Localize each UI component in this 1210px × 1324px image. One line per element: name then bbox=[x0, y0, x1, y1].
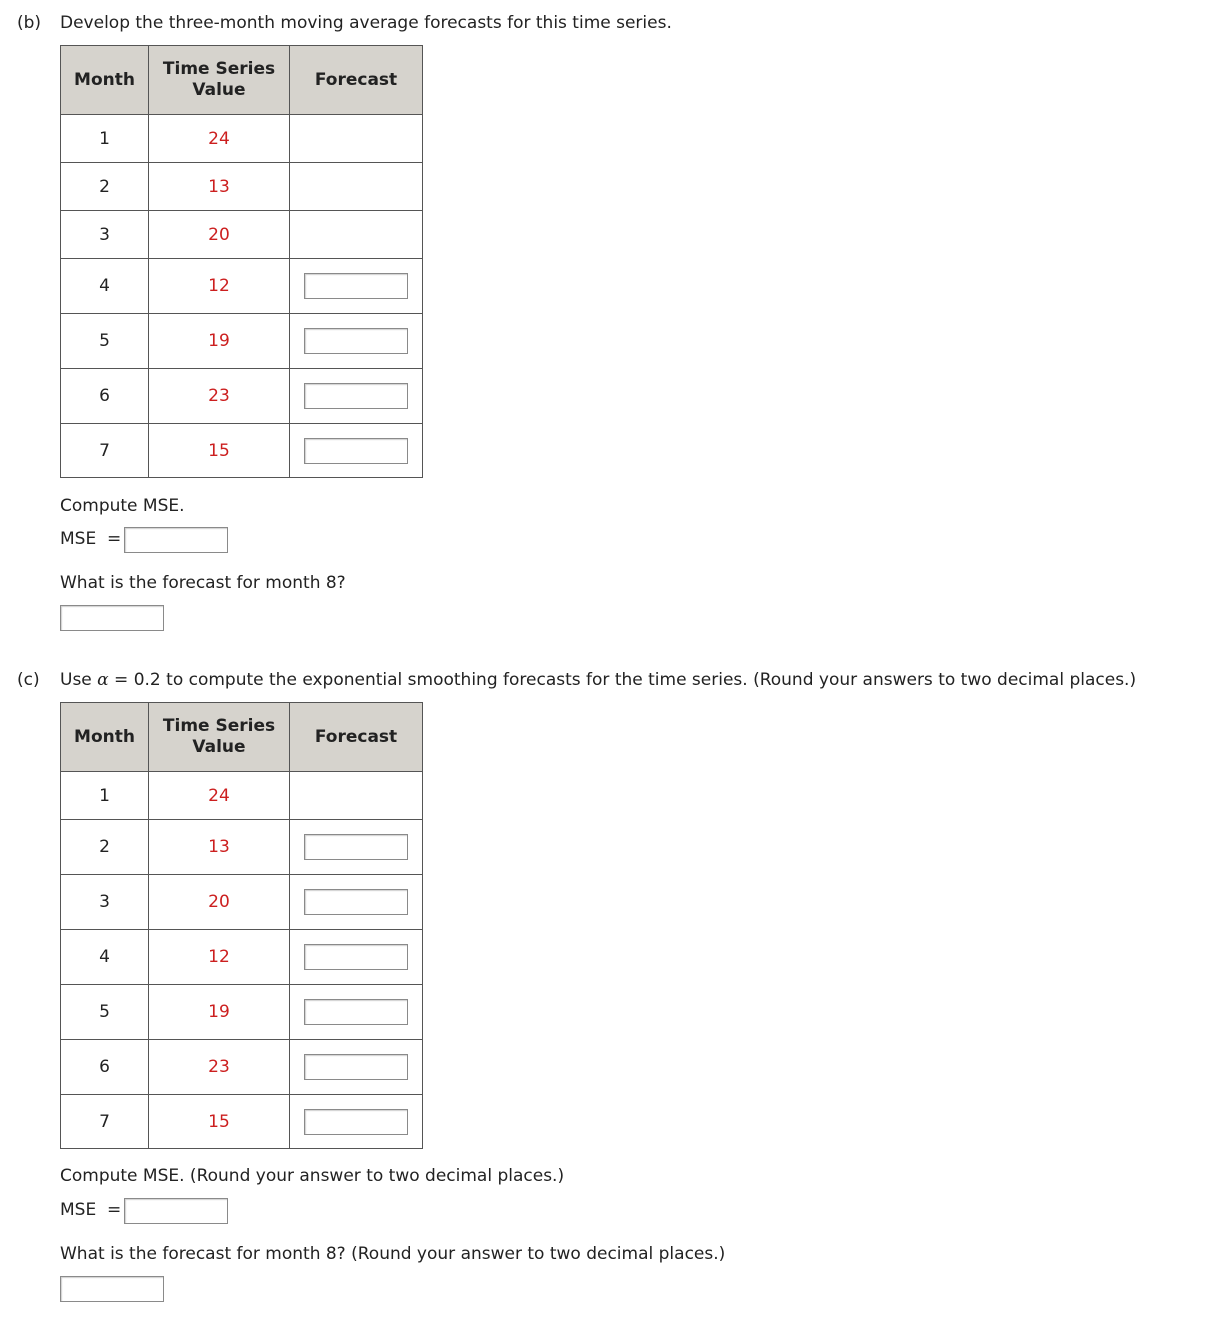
forecast-cell bbox=[290, 1040, 423, 1095]
month-cell: 4 bbox=[61, 930, 149, 985]
forecast-cell-empty bbox=[290, 163, 423, 211]
es-forecast-input-month-4[interactable] bbox=[304, 944, 408, 970]
month-cell: 2 bbox=[61, 163, 149, 211]
forecast-cell bbox=[290, 369, 423, 424]
es-forecast-input-month-6[interactable] bbox=[304, 1054, 408, 1080]
part-c-instruction bbox=[60, 670, 1136, 690]
table-header-row bbox=[61, 703, 423, 772]
month-cell: 6 bbox=[61, 369, 149, 424]
value-cell: 15 bbox=[149, 1095, 290, 1149]
month8-prompt: What is the forecast for month 8? bbox=[60, 573, 346, 593]
moving-average-table bbox=[60, 45, 423, 478]
es-mse-label: MSE = bbox=[60, 1200, 122, 1220]
table-header-row bbox=[61, 46, 423, 115]
value-cell: 20 bbox=[149, 875, 290, 930]
es-month8-forecast-input[interactable] bbox=[60, 1276, 164, 1302]
value-cell: 19 bbox=[149, 314, 290, 369]
forecast-cell bbox=[290, 259, 423, 314]
part-b-label: (b) bbox=[17, 13, 42, 33]
header-value-line1: Time Series bbox=[162, 59, 276, 79]
header-forecast: Forecast bbox=[290, 46, 423, 115]
forecast-cell bbox=[290, 985, 423, 1040]
es-month8-prompt: What is the forecast for month 8? (Round your answer to two decimal places.) bbox=[60, 1244, 726, 1264]
forecast-cell bbox=[290, 875, 423, 930]
header-forecast: Forecast bbox=[290, 703, 423, 772]
table-row bbox=[61, 369, 423, 424]
mse-input[interactable] bbox=[124, 527, 228, 553]
value-cell: 15 bbox=[149, 424, 290, 478]
value-cell: 23 bbox=[149, 369, 290, 424]
header-time-series-value bbox=[149, 46, 290, 115]
value-cell: 24 bbox=[149, 115, 290, 163]
header-month: Month bbox=[61, 46, 149, 115]
part-c-label: (c) bbox=[17, 670, 40, 690]
forecast-cell-empty bbox=[290, 772, 423, 820]
instruction-suffix: = 0.2 to compute the exponential smoothing forecasts for the time series. (Round your answers to two decimal places.) bbox=[108, 670, 1137, 690]
header-value-line1: Time Series bbox=[162, 716, 276, 736]
table-row bbox=[61, 259, 423, 314]
header-time-series-value bbox=[149, 703, 290, 772]
alpha-symbol: α bbox=[97, 670, 109, 690]
month-cell: 1 bbox=[61, 772, 149, 820]
table-row bbox=[61, 772, 423, 820]
value-cell: 24 bbox=[149, 772, 290, 820]
mse-label: MSE = bbox=[60, 529, 122, 549]
month-cell: 7 bbox=[61, 424, 149, 478]
forecast-cell bbox=[290, 314, 423, 369]
month-cell: 2 bbox=[61, 820, 149, 875]
table-row bbox=[61, 314, 423, 369]
table-row bbox=[61, 1040, 423, 1095]
month-cell: 3 bbox=[61, 211, 149, 259]
table-row bbox=[61, 820, 423, 875]
value-cell: 13 bbox=[149, 820, 290, 875]
month-cell: 6 bbox=[61, 1040, 149, 1095]
month-cell: 4 bbox=[61, 259, 149, 314]
table-row bbox=[61, 115, 423, 163]
value-cell: 20 bbox=[149, 211, 290, 259]
forecast-input-month-6[interactable] bbox=[304, 383, 408, 409]
es-forecast-input-month-2[interactable] bbox=[304, 834, 408, 860]
table-row bbox=[61, 211, 423, 259]
forecast-cell-empty bbox=[290, 211, 423, 259]
es-mse-input[interactable] bbox=[124, 1198, 228, 1224]
month-cell: 1 bbox=[61, 115, 149, 163]
header-value-line2: Value bbox=[192, 80, 246, 100]
value-cell: 13 bbox=[149, 163, 290, 211]
month-cell: 5 bbox=[61, 985, 149, 1040]
forecast-cell bbox=[290, 424, 423, 478]
es-forecast-input-month-7[interactable] bbox=[304, 1109, 408, 1135]
table-row bbox=[61, 1095, 423, 1149]
table-row bbox=[61, 163, 423, 211]
header-value-line2: Value bbox=[192, 737, 246, 757]
forecast-cell-empty bbox=[290, 115, 423, 163]
es-mse-prompt: Compute MSE. (Round your answer to two decimal places.) bbox=[60, 1166, 565, 1186]
header-month: Month bbox=[61, 703, 149, 772]
forecast-cell bbox=[290, 930, 423, 985]
forecast-input-month-4[interactable] bbox=[304, 273, 408, 299]
table-row bbox=[61, 985, 423, 1040]
table-row bbox=[61, 930, 423, 985]
month-cell: 3 bbox=[61, 875, 149, 930]
forecast-cell bbox=[290, 1095, 423, 1149]
es-forecast-input-month-3[interactable] bbox=[304, 889, 408, 915]
month8-forecast-input[interactable] bbox=[60, 605, 164, 631]
instruction-prefix: Use bbox=[60, 670, 98, 690]
value-cell: 12 bbox=[149, 930, 290, 985]
part-b-instruction: Develop the three-month moving average forecasts for this time series. bbox=[60, 13, 672, 33]
value-cell: 19 bbox=[149, 985, 290, 1040]
month-cell: 7 bbox=[61, 1095, 149, 1149]
forecast-input-month-5[interactable] bbox=[304, 328, 408, 354]
value-cell: 12 bbox=[149, 259, 290, 314]
es-forecast-input-month-5[interactable] bbox=[304, 999, 408, 1025]
value-cell: 23 bbox=[149, 1040, 290, 1095]
table-row bbox=[61, 424, 423, 478]
month-cell: 5 bbox=[61, 314, 149, 369]
forecast-input-month-7[interactable] bbox=[304, 438, 408, 464]
mse-prompt: Compute MSE. bbox=[60, 496, 185, 516]
table-row bbox=[61, 875, 423, 930]
forecast-cell bbox=[290, 820, 423, 875]
exponential-smoothing-table bbox=[60, 702, 423, 1149]
